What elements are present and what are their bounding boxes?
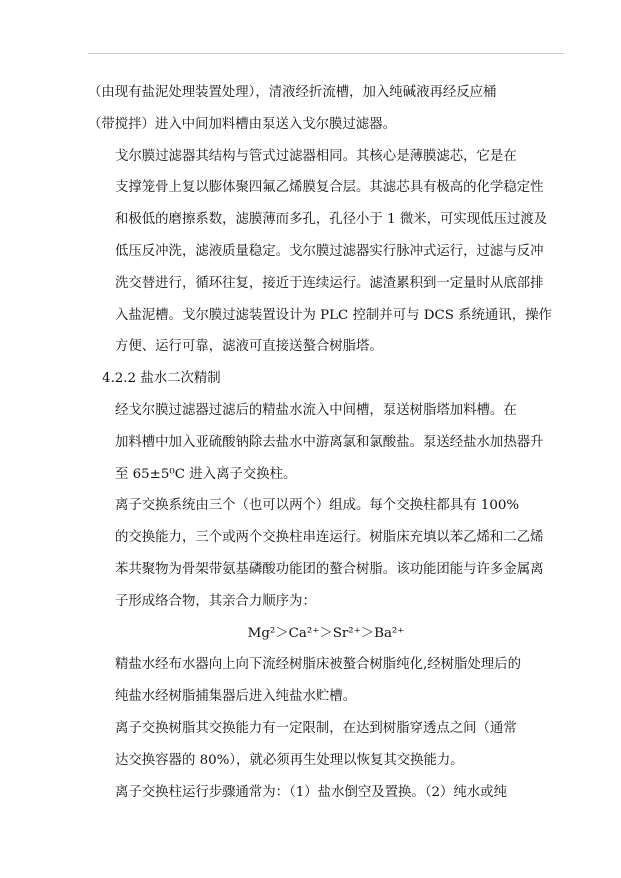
text-line: 入盐泥槽。戈尔膜过滤装置设计为 PLC 控制并可与 DCS 系统通讯，操作 [115, 307, 552, 323]
paragraph-resin-flow [88, 649, 564, 713]
text-line: 加料槽中加入亚硫酸钠除去盐水中游离氯和氯酸盐。泵送经盐水加热器升 [115, 434, 544, 450]
text-line: 至 65±5⁰C 进入离子交换柱。 [115, 466, 297, 482]
paragraph-operation-steps [88, 777, 564, 809]
text-line: 低压反冲洗，滤液质量稳定。戈尔膜过滤器实行脉冲式运行，过滤与反冲 [115, 243, 544, 259]
text-line: 洗交替进行，循环往复，接近于连续运行。滤渣累积到一定量时从底部排 [115, 275, 544, 291]
paragraph-exchange-limit [88, 713, 564, 777]
paragraph-ion-exchange [88, 490, 564, 617]
paragraph-gore-filter [88, 141, 564, 364]
text-line: 精盐水经布水器向上向下流经树脂床被螯合树脂纯化,经树脂处理后的 [115, 657, 521, 673]
text-line: 经戈尔膜过滤器过滤后的精盐水流入中间槽，泵送树脂塔加料槽。在 [115, 402, 517, 418]
text-line: 方便、运行可靠，滤液可直接送螯合树脂塔。 [115, 339, 383, 355]
paragraph-continuation [88, 77, 564, 141]
text-line: 苯共聚物为骨架带氨基磷酸功能团的螯合树脂。该功能团能与许多金属离 [115, 561, 544, 577]
text-line: 离子交换系统由三个（也可以两个）组成。每个交换柱都具有 100% [115, 498, 520, 514]
text-line: 戈尔膜过滤器其结构与管式过滤器相同。其核心是薄膜滤芯，它是在 [115, 148, 517, 164]
affinity-formula: Mg²＞Ca²⁺＞Sr²⁺＞Ba²⁺ [247, 625, 405, 641]
text-line: 子形成络合物，其亲合力顺序为： [115, 593, 316, 609]
paragraph-secondary-refining [88, 395, 564, 490]
section-heading: 4.2.2 盐水二次精制 [102, 371, 221, 387]
text-line: （由现有盐泥处理装置处理），清液经折流槽，加入纯碱液再经反应桶 [88, 85, 497, 100]
text-line: （带搅拌）进入中间加料槽由泵送入戈尔膜过滤器。 [88, 116, 396, 132]
text-line: 纯盐水经树脂捕集器后进入纯盐水贮槽。 [115, 689, 357, 705]
text-line: 离子交换树脂其交换能力有一定限制，在达到树脂穿透点之间（通常 [115, 720, 517, 736]
text-line: 达交换容器的 80%），就必须再生处理以恢复其交换能力。 [115, 752, 464, 768]
text-line: 离子交换柱运行步骤通常为：（1）盐水倒空及置换。（2）纯水或纯 [115, 784, 507, 800]
document-body [88, 77, 564, 808]
text-line: 和极低的磨擦系数，滤膜薄而多孔，孔径小于 1 微米，可实现低压过渡及 [115, 212, 548, 228]
text-line: 的交换能力，三个或两个交换柱串连运行。树脂床充填以苯乙烯和二乙烯 [115, 530, 544, 546]
header-rule [88, 53, 564, 54]
text-line: 支撑笼骨上复以膨体聚四氟乙烯膜复合层。其滤芯具有极高的化学稳定性 [115, 180, 544, 196]
